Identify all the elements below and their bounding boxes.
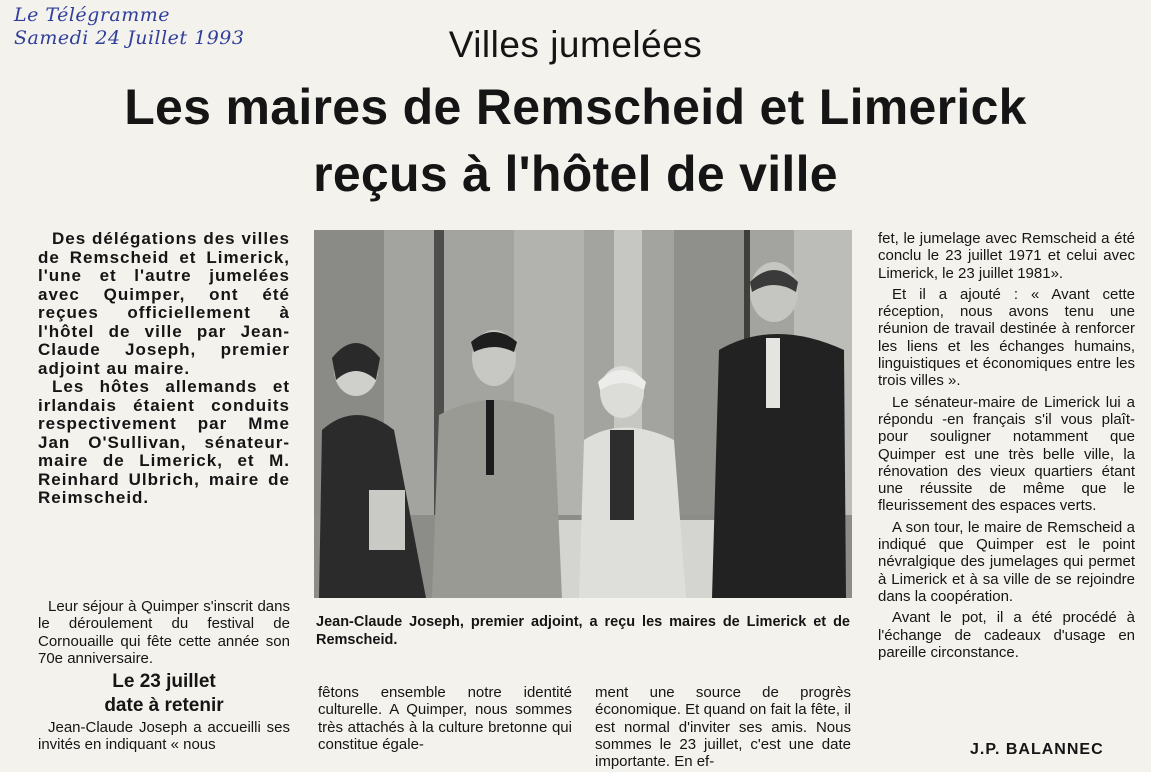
photo-caption: Jean-Claude Joseph, premier adjoint, a reçu les maires de Limerick et de Remscheid. (316, 614, 850, 648)
body-column-4-paragraph-5: Avant le pot, il a été procédé à l'échange de cadeaux d'usage en pareille circonstance. (878, 609, 1135, 661)
body-column-3 (595, 684, 851, 770)
handwritten-source-note: Le Télégramme (14, 4, 171, 26)
subhead-line-2: date à retenir (104, 695, 224, 717)
body-column-4 (878, 230, 1135, 665)
subhead-line-1: Le 23 juillet (112, 671, 216, 693)
handwritten-date-note: Samedi 24 Juillet 1993 (14, 27, 245, 49)
body-column-2 (318, 684, 572, 753)
body-column-4-paragraph-2: Et il a ajouté : « Avant cette réception, nous avons tenu une réunion de travail destinée à renforcer les liens et les échanges humains, linguistiques et économiques entre les trois villes ». (878, 285, 1135, 390)
body-column-4-paragraph-4: A son tour, le maire de Remscheid a indiqué que Quimper est le point névralgique des jumelages qui permet à Limerick et à sa ville de se rejoindre dans la coopération. (878, 518, 1135, 605)
lead-paragraph-1: Des délégations des villes de Remscheid et Limerick, l'une et l'autre jumelées avec Quimper, ont été reçues officiellement à l'hôtel de ville par Jean-Claude Joseph, premier adjoint au maire. (38, 229, 290, 378)
body-column-3-text: ment une source de progrès économique. Et quand on fait la fête, il est normal d'inviter ses amis. Nous sommes le 23 juillet, c'est une date importante. En ef- (595, 684, 851, 771)
article-kicker: Villes jumelées (448, 24, 703, 65)
body-paragraph-1: Leur séjour à Quimper s'inscrit dans le déroulement du festival de Cornouaille qui fête cette année son 70e anniversaire. (38, 598, 290, 667)
body-column-4-paragraph-1: fet, le jumelage avec Remscheid a été conclu le 23 juillet 1971 et celui avec Limerick, le 23 juillet 1981». (878, 230, 1135, 282)
headline-line-1: Les maires de Remscheid et Limerick (124, 79, 1027, 135)
headline-line-2: reçus à l'hôtel de ville (313, 146, 838, 202)
body-column-2-text: fêtons ensemble notre identité culturelle. A Quimper, nous sommes très attachés à la culture bretonne qui constitue égale- (318, 684, 572, 753)
author-signature: J.P. BALANNEC (970, 741, 1104, 758)
body-column-4-paragraph-3: Le sénateur-maire de Limerick lui a répondu -en français s'il vous plaît- pour souligner notamment que Quimper est une très belle ville, la rénovation des vieux quartiers étant une réussite de même que le fleurissement des espaces verts. (878, 393, 1135, 515)
lead-paragraphs (38, 230, 290, 508)
body-paragraph-2: Jean-Claude Joseph a accueilli ses invités en indiquant « nous (38, 719, 290, 754)
lead-paragraph-2: Les hôtes allemands et irlandais étaient conduits respectivement par Mme Jan O'Sullivan, sénateur-maire de Limerick, et M. Reinhard Ulbrich, maire de Reimscheid. (38, 377, 290, 507)
body-column-1 (38, 598, 290, 754)
article-photo (314, 230, 852, 598)
